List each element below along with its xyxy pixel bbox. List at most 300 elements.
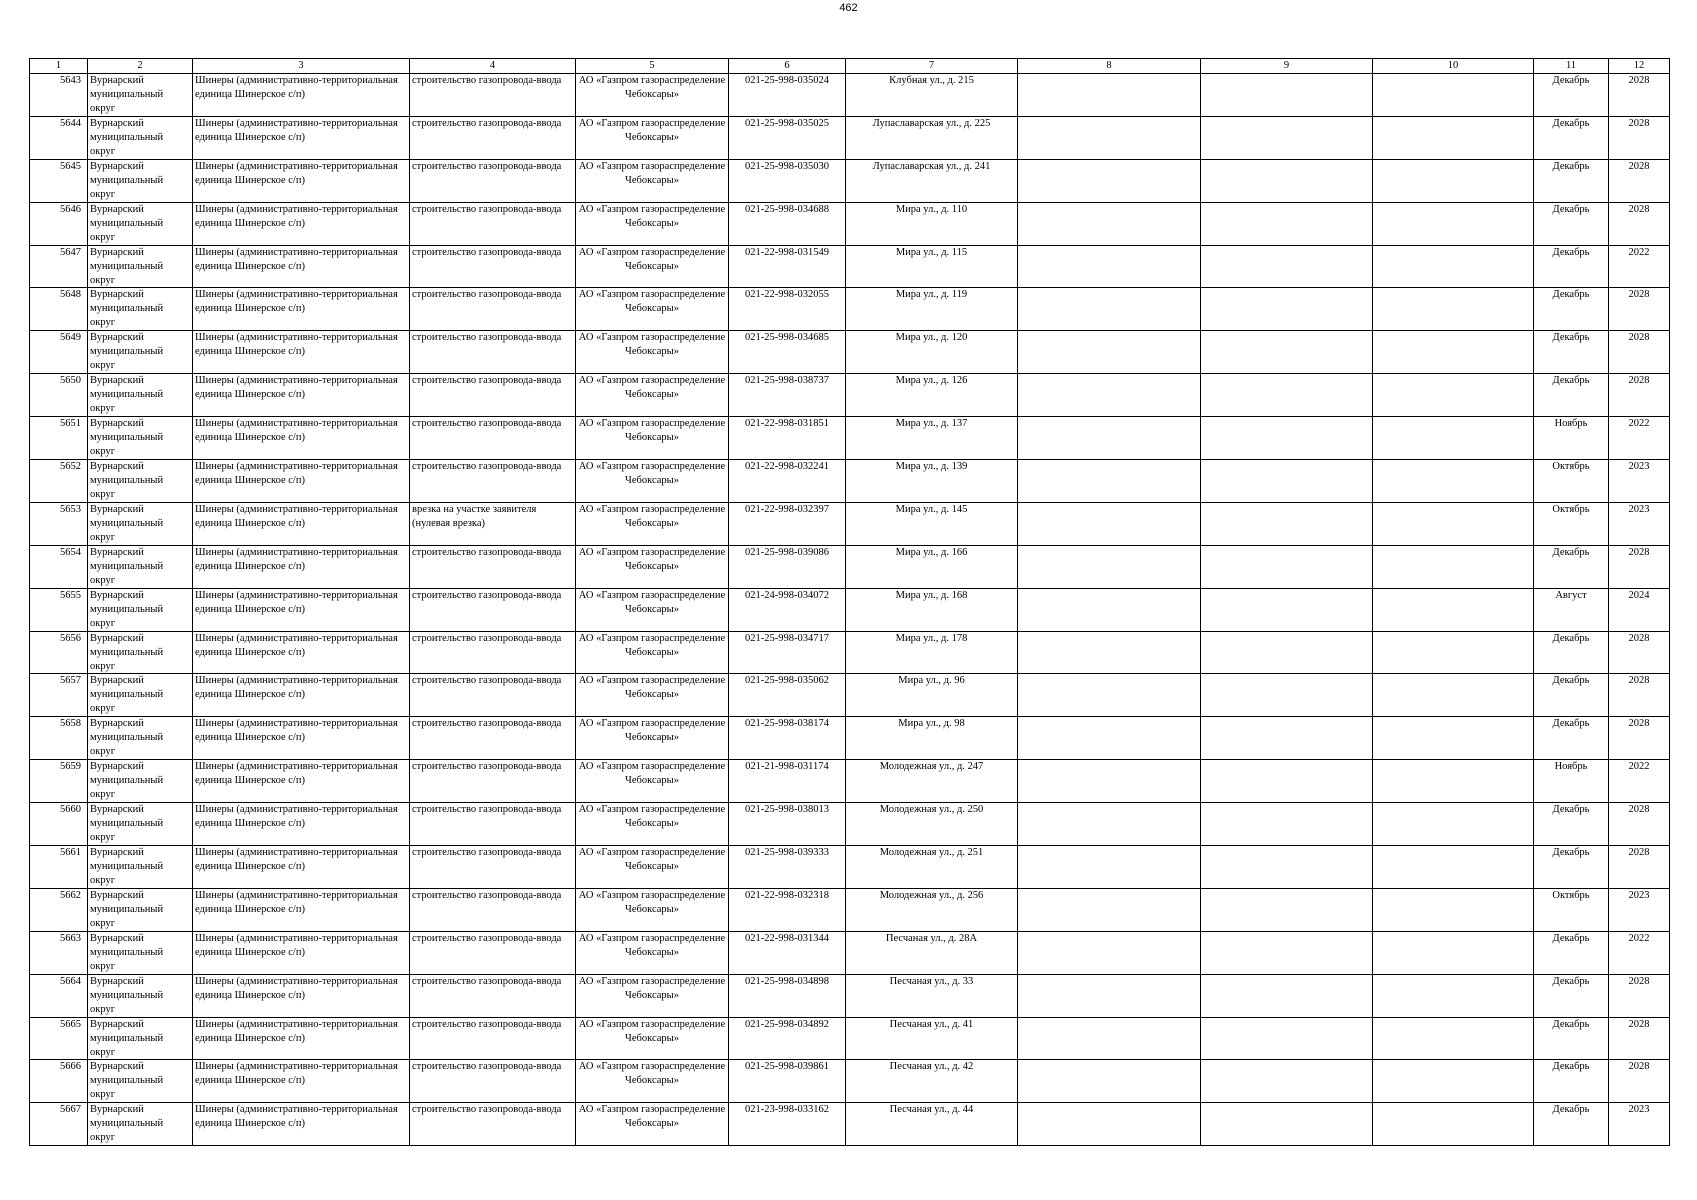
district-cell: [88, 674, 193, 717]
request-code-cell-text: 021-25-998-034892: [745, 1018, 829, 1030]
district-cell: [88, 116, 193, 159]
column-10-cell-text: [1375, 674, 1531, 715]
column-10-cell: [1373, 974, 1534, 1017]
address-cell: [846, 331, 1018, 374]
year-cell: [1609, 245, 1670, 288]
year-cell: [1609, 717, 1670, 760]
district-cell-text: Вурнарский муниципальный округ: [90, 203, 164, 243]
year-cell-text: 2028: [1628, 1018, 1650, 1030]
settlement-cell-text: Шинеры (административно-территориальная единица Шинерское с/п): [195, 675, 398, 701]
column-10-cell: [1373, 202, 1534, 245]
month-cell-text: Ноябрь: [1554, 418, 1588, 430]
work-type-cell: [410, 288, 576, 331]
column-9-cell: [1201, 545, 1373, 588]
organization-cell: [576, 460, 729, 503]
header-row: [30, 59, 1670, 74]
column-8-cell-text: [1020, 331, 1198, 372]
table-row: [30, 1060, 1670, 1103]
year-cell: [1609, 760, 1670, 803]
column-9-cell: [1201, 674, 1373, 717]
row-number-text: 5657: [60, 675, 81, 687]
column-10-cell-text: [1375, 288, 1531, 329]
column-8-cell-text: [1020, 632, 1198, 673]
work-type-cell: [410, 760, 576, 803]
month-cell-text: Декабрь: [1552, 75, 1590, 86]
column-10-cell-text: [1375, 74, 1531, 115]
column-8-cell-text: [1020, 160, 1198, 201]
column-8-cell: [1018, 545, 1201, 588]
row-number-text: 5663: [60, 932, 81, 944]
row-number: [30, 202, 88, 245]
column-8-cell-text: [1020, 417, 1198, 458]
settlement-cell: [193, 417, 410, 460]
table-row: [30, 116, 1670, 159]
column-8-cell-text: [1020, 975, 1198, 1016]
year-cell-text: 2028: [1628, 75, 1650, 86]
request-code-cell: [729, 1017, 846, 1060]
district-cell-text: Вурнарский муниципальный округ: [90, 160, 164, 200]
year-cell-text: 2023: [1628, 461, 1650, 473]
row-number-text: 5661: [60, 847, 81, 859]
district-cell-text: Вурнарский муниципальный округ: [90, 117, 164, 157]
column-9-cell: [1201, 888, 1373, 931]
settlement-cell-text: Шинеры (административно-территориальная единица Шинерское с/п): [195, 160, 398, 186]
settlement-cell-text: Шинеры (административно-территориальная единица Шинерское с/п): [195, 75, 398, 100]
month-cell-text: Декабрь: [1552, 718, 1590, 730]
column-8-cell: [1018, 116, 1201, 159]
organization-cell: [576, 202, 729, 245]
month-cell: [1534, 846, 1609, 889]
district-cell: [88, 159, 193, 202]
year-cell-text: 2023: [1628, 1104, 1650, 1116]
month-cell-text: Декабрь: [1552, 289, 1590, 301]
month-cell: [1534, 1103, 1609, 1146]
column-9-cell: [1201, 974, 1373, 1017]
work-type-cell-text: строительство газопровода-ввода: [412, 975, 562, 987]
column-10-cell-text: [1375, 1018, 1531, 1059]
request-code-cell: [729, 846, 846, 889]
column-10-cell-text: [1375, 417, 1531, 458]
address-cell-text: Песчаная ул., д. 41: [889, 1018, 974, 1030]
request-code-cell-text: 021-25-998-034688: [745, 203, 829, 215]
organization-cell-text: АО «Газпром газораспределение Чебоксары»: [578, 503, 726, 529]
district-cell: [88, 846, 193, 889]
request-code-cell-text: 021-25-998-035062: [745, 675, 829, 687]
column-8-cell: [1018, 1060, 1201, 1103]
column-9-cell-text: [1203, 246, 1370, 287]
column-header: 2: [88, 59, 193, 74]
column-8-cell: [1018, 588, 1201, 631]
row-number-text: 5667: [60, 1104, 81, 1116]
work-type-cell: [410, 202, 576, 245]
district-cell: [88, 502, 193, 545]
settlement-cell: [193, 374, 410, 417]
work-type-cell-text: строительство газопровода-ввода: [412, 461, 562, 473]
column-10-cell-text: [1375, 760, 1531, 801]
column-8-cell-text: [1020, 546, 1198, 587]
table-row: [30, 417, 1670, 460]
table-row: [30, 631, 1670, 674]
column-8-cell: [1018, 159, 1201, 202]
request-code-cell: [729, 417, 846, 460]
row-number-text: 5651: [60, 418, 81, 430]
month-cell: [1534, 116, 1609, 159]
address-cell-text: Лупаславарская ул., д. 241: [872, 160, 991, 172]
district-cell-text: Вурнарский муниципальный округ: [90, 375, 164, 415]
settlement-cell-text: Шинеры (административно-территориальная единица Шинерское с/п): [195, 589, 398, 615]
settlement-cell-text: Шинеры (административно-территориальная единица Шинерское с/п): [195, 889, 398, 915]
work-type-cell-text: строительство газопровода-ввода: [412, 1061, 562, 1073]
request-code-cell: [729, 331, 846, 374]
column-9-cell-text: [1203, 975, 1370, 1016]
column-8-cell: [1018, 502, 1201, 545]
month-cell-text: Декабрь: [1552, 203, 1590, 215]
address-cell: [846, 717, 1018, 760]
district-cell-text: Вурнарский муниципальный округ: [90, 1018, 164, 1058]
work-type-cell: [410, 888, 576, 931]
month-cell-text: Август: [1555, 589, 1587, 601]
month-cell-text: Декабрь: [1552, 375, 1590, 387]
address-cell-text: Мира ул., д. 166: [895, 546, 968, 558]
column-8-cell: [1018, 974, 1201, 1017]
organization-cell: [576, 288, 729, 331]
column-10-cell-text: [1375, 503, 1531, 544]
column-8-cell-text: [1020, 288, 1198, 329]
district-cell-text: Вурнарский муниципальный округ: [90, 332, 164, 372]
address-cell: [846, 159, 1018, 202]
column-8-cell: [1018, 460, 1201, 503]
district-cell-text: Вурнарский муниципальный округ: [90, 975, 164, 1015]
year-cell: [1609, 417, 1670, 460]
organization-cell-text: АО «Газпром газораспределение Чебоксары»: [578, 332, 726, 358]
work-type-cell-text: строительство газопровода-ввода: [412, 246, 562, 258]
column-9-cell: [1201, 1017, 1373, 1060]
column-10-cell: [1373, 846, 1534, 889]
column-9-cell: [1201, 1060, 1373, 1103]
table-row: [30, 803, 1670, 846]
address-cell-text: Мира ул., д. 119: [895, 289, 968, 301]
settlement-cell: [193, 674, 410, 717]
row-number-text: 5650: [60, 375, 81, 387]
address-cell: [846, 374, 1018, 417]
column-10-cell: [1373, 374, 1534, 417]
row-number: [30, 888, 88, 931]
row-number: [30, 502, 88, 545]
request-code-cell: [729, 1060, 846, 1103]
column-8-cell: [1018, 331, 1201, 374]
column-8-cell: [1018, 1103, 1201, 1146]
column-10-cell: [1373, 545, 1534, 588]
row-number: [30, 674, 88, 717]
column-10-cell-text: [1375, 846, 1531, 887]
year-cell: [1609, 674, 1670, 717]
organization-cell: [576, 1103, 729, 1146]
address-cell: [846, 588, 1018, 631]
request-code-cell-text: 021-24-998-034072: [745, 589, 829, 601]
year-cell: [1609, 331, 1670, 374]
column-9-cell-text: [1203, 889, 1370, 930]
month-cell: [1534, 331, 1609, 374]
month-cell: [1534, 288, 1609, 331]
organization-cell: [576, 974, 729, 1017]
district-cell-text: Вурнарский муниципальный округ: [90, 246, 164, 286]
column-8-cell-text: [1020, 932, 1198, 973]
work-type-cell: [410, 931, 576, 974]
year-cell-text: 2028: [1628, 675, 1650, 687]
column-header: 10: [1373, 59, 1534, 74]
work-type-cell: [410, 974, 576, 1017]
district-cell: [88, 888, 193, 931]
column-9-cell: [1201, 631, 1373, 674]
request-code-cell-text: 021-22-998-032397: [745, 503, 829, 515]
settlement-cell-text: Шинеры (административно-территориальная единица Шинерское с/п): [195, 632, 398, 658]
address-cell-text: Лупаславарская ул., д. 225: [872, 117, 991, 129]
work-type-cell-text: строительство газопровода-ввода: [412, 117, 562, 129]
address-cell: [846, 1103, 1018, 1146]
column-8-cell-text: [1020, 803, 1198, 844]
row-number: [30, 631, 88, 674]
work-type-cell-text: врезка на участке заявителя (нулевая врезка): [412, 503, 537, 529]
district-cell: [88, 974, 193, 1017]
column-9-cell: [1201, 1103, 1373, 1146]
address-cell: [846, 846, 1018, 889]
district-cell-text: Вурнарский муниципальный округ: [90, 589, 164, 629]
row-number-text: 5659: [60, 761, 81, 773]
request-code-cell: [729, 159, 846, 202]
settlement-cell-text: Шинеры (административно-территориальная единица Шинерское с/п): [195, 246, 398, 272]
work-type-cell-text: строительство газопровода-ввода: [412, 1104, 562, 1116]
month-cell-text: Декабрь: [1552, 675, 1590, 687]
settlement-cell-text: Шинеры (административно-территориальная единица Шинерское с/п): [195, 375, 398, 401]
row-number-text: 5648: [60, 289, 81, 301]
organization-cell: [576, 545, 729, 588]
year-cell: [1609, 502, 1670, 545]
year-cell: [1609, 374, 1670, 417]
address-cell-text: Мира ул., д. 110: [895, 203, 968, 215]
table-row: [30, 760, 1670, 803]
row-number-text: 5652: [60, 461, 81, 473]
column-8-cell: [1018, 931, 1201, 974]
work-type-cell-text: строительство газопровода-ввода: [412, 804, 562, 816]
district-cell-text: Вурнарский муниципальный округ: [90, 804, 164, 844]
year-cell: [1609, 545, 1670, 588]
row-number: [30, 417, 88, 460]
registry-table: [29, 58, 1670, 1146]
settlement-cell-text: Шинеры (административно-территориальная единица Шинерское с/п): [195, 546, 398, 572]
column-9-cell: [1201, 116, 1373, 159]
district-cell: [88, 631, 193, 674]
organization-cell-text: АО «Газпром газораспределение Чебоксары»: [578, 675, 726, 701]
district-cell-text: Вурнарский муниципальный округ: [90, 889, 164, 929]
column-9-cell-text: [1203, 203, 1370, 244]
month-cell: [1534, 674, 1609, 717]
column-10-cell-text: [1375, 246, 1531, 287]
column-8-cell-text: [1020, 117, 1198, 158]
work-type-cell: [410, 502, 576, 545]
row-number-text: 5665: [60, 1018, 81, 1030]
column-10-cell: [1373, 803, 1534, 846]
month-cell-text: Декабрь: [1552, 632, 1590, 644]
address-cell-text: Клубная ул., д. 215: [889, 75, 974, 86]
address-cell: [846, 202, 1018, 245]
column-header: 5: [576, 59, 729, 74]
row-number: [30, 374, 88, 417]
district-cell: [88, 374, 193, 417]
column-9-cell-text: [1203, 632, 1370, 673]
address-cell-text: Молодежная ул., д. 251: [879, 847, 984, 859]
address-cell-text: Песчаная ул., д. 33: [889, 975, 974, 987]
table-row: [30, 717, 1670, 760]
row-number: [30, 931, 88, 974]
work-type-cell: [410, 374, 576, 417]
row-number: [30, 1060, 88, 1103]
column-10-cell: [1373, 931, 1534, 974]
address-cell-text: Мира ул., д. 96: [898, 675, 965, 687]
year-cell-text: 2028: [1628, 975, 1650, 987]
organization-cell-text: АО «Газпром газораспределение Чебоксары»: [578, 117, 726, 143]
district-cell: [88, 417, 193, 460]
district-cell-text: Вурнарский муниципальный округ: [90, 461, 164, 501]
district-cell-text: Вурнарский муниципальный округ: [90, 847, 164, 887]
address-cell: [846, 245, 1018, 288]
request-code-cell-text: 021-25-998-034717: [745, 632, 829, 644]
row-number-text: 5653: [60, 503, 81, 515]
column-9-cell: [1201, 288, 1373, 331]
address-cell: [846, 974, 1018, 1017]
column-9-cell: [1201, 417, 1373, 460]
month-cell: [1534, 931, 1609, 974]
table-row: [30, 888, 1670, 931]
request-code-cell-text: 021-25-998-034898: [745, 975, 829, 987]
column-header: 12: [1609, 59, 1670, 74]
settlement-cell-text: Шинеры (административно-территориальная единица Шинерское с/п): [195, 932, 398, 958]
district-cell: [88, 1017, 193, 1060]
district-cell-text: Вурнарский муниципальный округ: [90, 932, 164, 972]
settlement-cell-text: Шинеры (административно-территориальная единица Шинерское с/п): [195, 1104, 398, 1130]
row-number-text: 5646: [60, 203, 81, 215]
work-type-cell: [410, 1060, 576, 1103]
column-9-cell-text: [1203, 846, 1370, 887]
organization-cell: [576, 631, 729, 674]
request-code-cell: [729, 974, 846, 1017]
table-row: [30, 846, 1670, 889]
address-cell: [846, 545, 1018, 588]
address-cell: [846, 1060, 1018, 1103]
year-cell: [1609, 1017, 1670, 1060]
year-cell: [1609, 931, 1670, 974]
settlement-cell: [193, 888, 410, 931]
organization-cell-text: АО «Газпром газораспределение Чебоксары»: [578, 589, 726, 615]
request-code-cell: [729, 288, 846, 331]
column-8-cell-text: [1020, 203, 1198, 244]
month-cell: [1534, 631, 1609, 674]
address-cell: [846, 288, 1018, 331]
request-code-cell-text: 021-25-998-038174: [745, 718, 829, 730]
month-cell: [1534, 460, 1609, 503]
settlement-cell-text: Шинеры (административно-территориальная единица Шинерское с/п): [195, 718, 398, 744]
settlement-cell-text: Шинеры (административно-территориальная единица Шинерское с/п): [195, 418, 398, 444]
settlement-cell: [193, 760, 410, 803]
address-cell-text: Молодежная ул., д. 256: [879, 889, 984, 901]
request-code-cell-text: 021-25-998-035030: [745, 160, 829, 172]
year-cell-text: 2022: [1628, 761, 1650, 773]
column-9-cell-text: [1203, 1103, 1370, 1144]
row-number: [30, 1017, 88, 1060]
month-cell: [1534, 888, 1609, 931]
column-10-cell: [1373, 1017, 1534, 1060]
address-cell: [846, 74, 1018, 117]
column-10-cell: [1373, 1060, 1534, 1103]
column-9-cell-text: [1203, 674, 1370, 715]
row-number-text: 5664: [60, 975, 81, 987]
district-cell-text: Вурнарский муниципальный округ: [90, 675, 164, 715]
request-code-cell: [729, 631, 846, 674]
year-cell-text: 2023: [1628, 503, 1650, 515]
settlement-cell: [193, 331, 410, 374]
address-cell-text: Мира ул., д. 115: [895, 246, 968, 258]
year-cell: [1609, 803, 1670, 846]
column-8-cell-text: [1020, 1018, 1198, 1059]
work-type-cell: [410, 545, 576, 588]
year-cell: [1609, 1060, 1670, 1103]
organization-cell: [576, 1060, 729, 1103]
year-cell-text: 2022: [1628, 418, 1650, 430]
row-number: [30, 116, 88, 159]
column-10-cell-text: [1375, 975, 1531, 1016]
column-9-cell: [1201, 588, 1373, 631]
month-cell: [1534, 803, 1609, 846]
column-10-cell-text: [1375, 546, 1531, 587]
month-cell: [1534, 760, 1609, 803]
address-cell-text: Мира ул., д. 98: [898, 718, 965, 730]
month-cell: [1534, 374, 1609, 417]
table-row: [30, 502, 1670, 545]
work-type-cell: [410, 631, 576, 674]
column-10-cell-text: [1375, 803, 1531, 844]
address-cell-text: Песчаная ул., д. 42: [889, 1061, 974, 1073]
month-cell: [1534, 974, 1609, 1017]
work-type-cell-text: строительство газопровода-ввода: [412, 375, 562, 387]
district-cell: [88, 588, 193, 631]
request-code-cell-text: 021-25-998-034685: [745, 332, 829, 344]
request-code-cell: [729, 245, 846, 288]
table-row: [30, 588, 1670, 631]
column-10-cell: [1373, 288, 1534, 331]
settlement-cell: [193, 74, 410, 117]
organization-cell-text: АО «Газпром газораспределение Чебоксары»: [578, 461, 726, 487]
request-code-cell: [729, 202, 846, 245]
year-cell-text: 2028: [1628, 1061, 1650, 1073]
column-9-cell-text: [1203, 160, 1370, 201]
address-cell-text: Мира ул., д. 120: [895, 332, 968, 344]
column-9-cell: [1201, 931, 1373, 974]
year-cell-text: 2028: [1628, 160, 1650, 172]
request-code-cell: [729, 803, 846, 846]
column-10-cell: [1373, 888, 1534, 931]
work-type-cell-text: строительство газопровода-ввода: [412, 932, 562, 944]
settlement-cell: [193, 159, 410, 202]
address-cell: [846, 116, 1018, 159]
row-number-text: 5644: [60, 117, 81, 129]
work-type-cell-text: строительство газопровода-ввода: [412, 75, 562, 86]
row-number-text: 5660: [60, 804, 81, 816]
organization-cell: [576, 803, 729, 846]
settlement-cell-text: Шинеры (административно-территориальная единица Шинерское с/п): [195, 461, 398, 487]
row-number-text: 5643: [60, 75, 81, 86]
year-cell-text: 2022: [1628, 246, 1650, 258]
month-cell-text: Декабрь: [1552, 932, 1590, 944]
year-cell: [1609, 1103, 1670, 1146]
